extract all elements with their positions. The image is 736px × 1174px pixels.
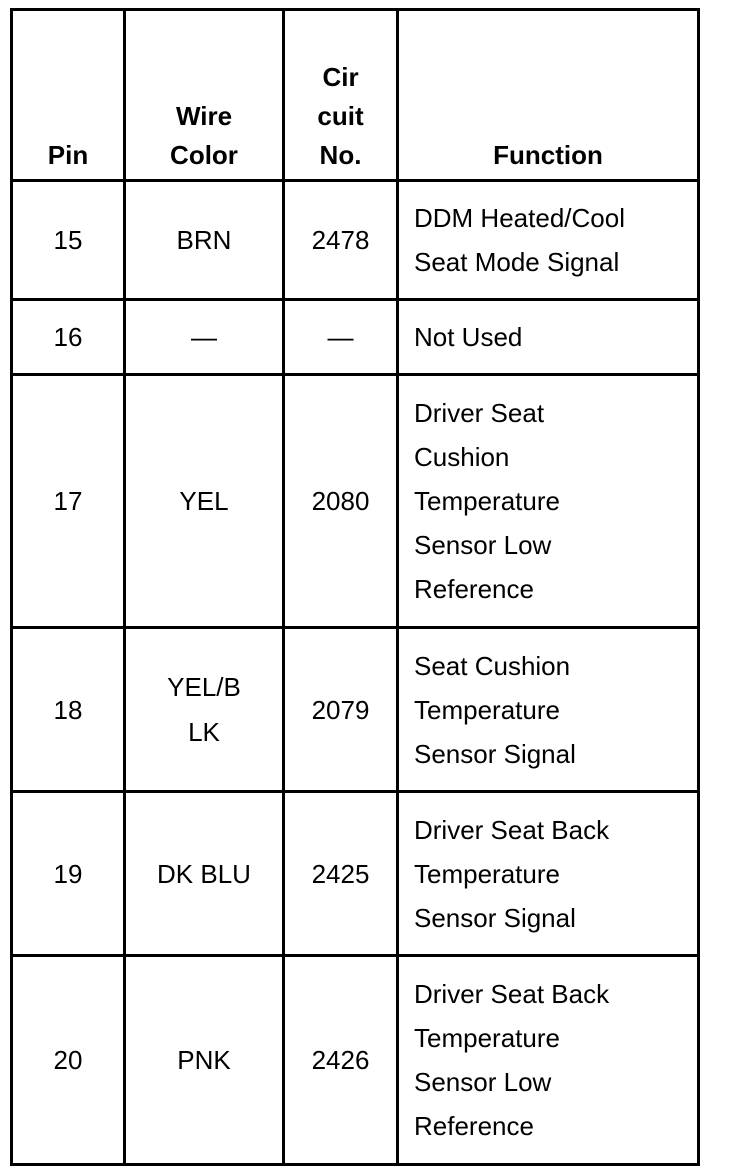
function-cell: Seat Cushion Temperature Sensor Signal [398,628,699,792]
table-row [12,628,699,792]
pin-cell: 19 [12,792,125,956]
header-circuit-no: Cir cuit No. [284,10,398,181]
table-row [12,792,699,956]
header-function: Function [398,10,699,181]
connector-pinout-table [10,8,700,1166]
table-row [12,956,699,1165]
pin-cell: 17 [12,375,125,628]
wire-color-cell: YEL [125,375,284,628]
circuit-cell: 2478 [284,181,398,300]
pin-cell: 16 [12,300,125,375]
circuit-cell: 2079 [284,628,398,792]
function-cell: Driver Seat Cushion Temperature Sensor Low Reference [398,375,699,628]
circuit-cell: — [284,300,398,375]
table-row [12,300,699,375]
header-pin: Pin [12,10,125,181]
pin-cell: 20 [12,956,125,1165]
wire-color-cell: BRN [125,181,284,300]
function-cell: Driver Seat Back Temperature Sensor Low Reference [398,956,699,1165]
header-row [12,10,699,181]
table-row [12,375,699,628]
function-cell: Not Used [398,300,699,375]
pin-cell: 15 [12,181,125,300]
wire-color-cell: PNK [125,956,284,1165]
pin-cell: 18 [12,628,125,792]
table-row [12,181,699,300]
wire-color-cell: — [125,300,284,375]
function-cell: DDM Heated/Cool Seat Mode Signal [398,181,699,300]
header-wire-color: Wire Color [125,10,284,181]
circuit-cell: 2426 [284,956,398,1165]
wire-color-cell: DK BLU [125,792,284,956]
wire-color-cell: YEL/B LK [125,628,284,792]
circuit-cell: 2080 [284,375,398,628]
circuit-cell: 2425 [284,792,398,956]
function-cell: Driver Seat Back Temperature Sensor Signal [398,792,699,956]
